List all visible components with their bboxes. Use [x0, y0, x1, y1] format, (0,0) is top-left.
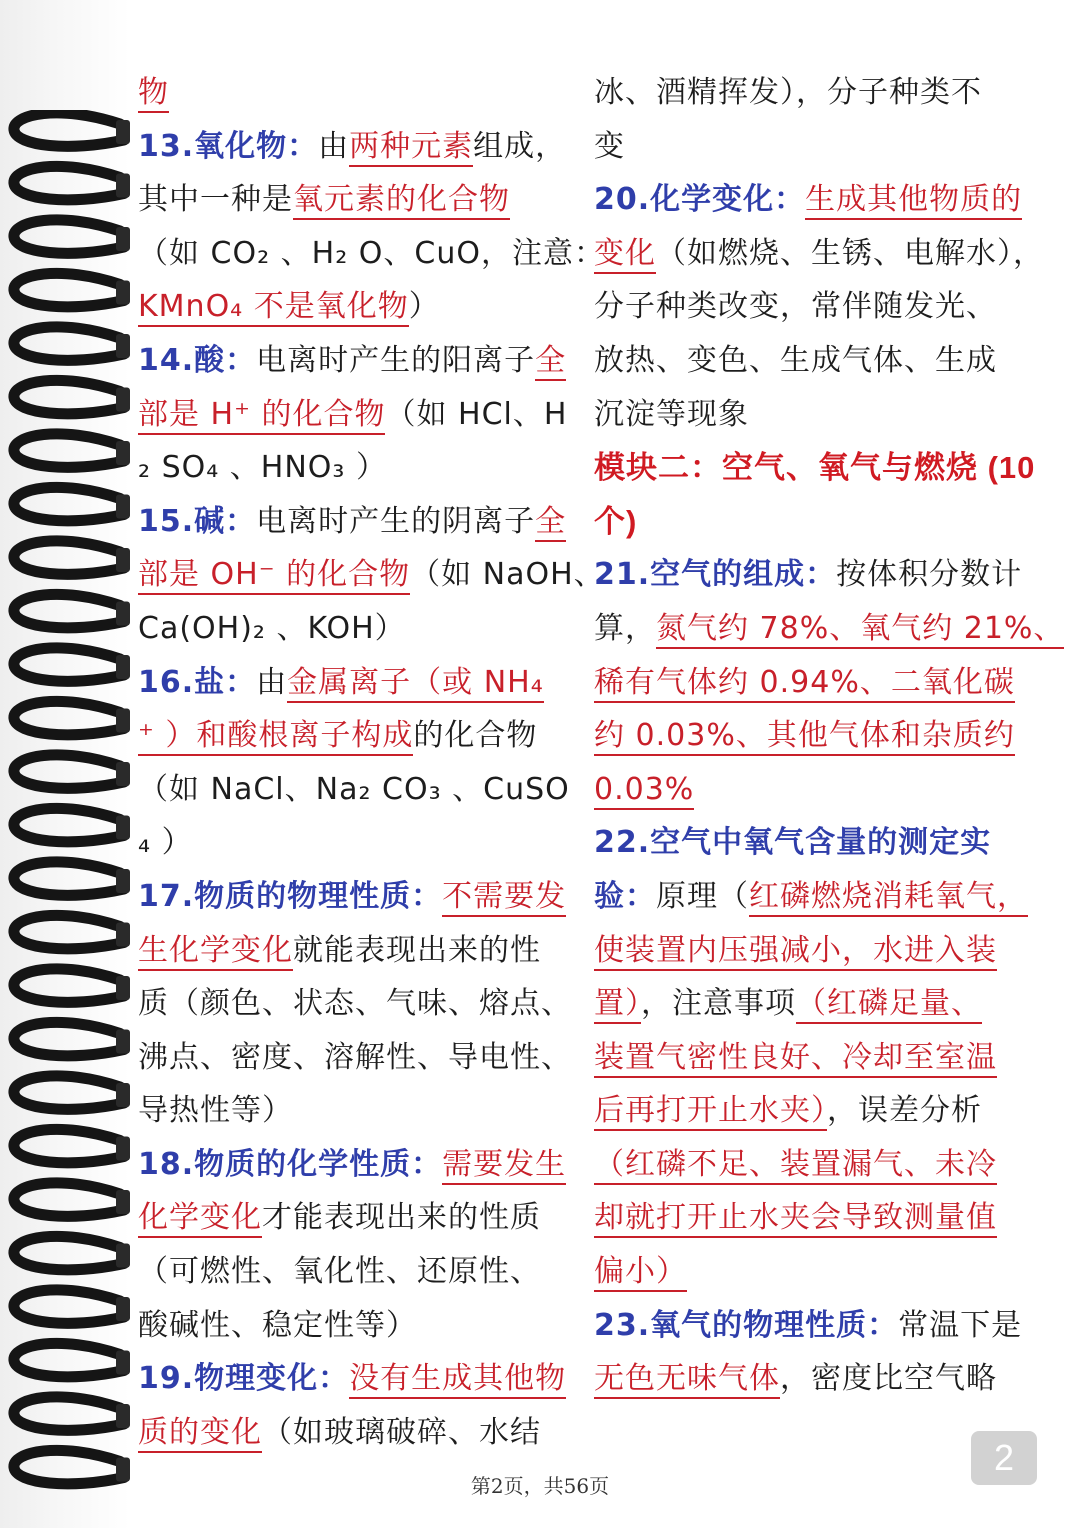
- text-segment: 13.氧化物：: [138, 128, 319, 164]
- text-line: [594, 1084, 1034, 1138]
- text-segment: 19.物理变化：: [138, 1361, 350, 1397]
- text-line: [138, 870, 578, 924]
- text-segment: 酸碱性、稳定性等）: [138, 1307, 417, 1343]
- text-segment: 23.氧气的物理性质：: [594, 1307, 899, 1343]
- text-segment: 导热性等）: [138, 1093, 293, 1129]
- text-segment: 20.化学变化：: [594, 182, 806, 218]
- text-line: [594, 816, 1034, 870]
- text-segment: ⁺ ）和酸根离子构成: [138, 718, 413, 756]
- text-segment: 17.物质的物理性质：: [138, 878, 443, 914]
- text-segment: 15.碱：: [138, 503, 257, 539]
- text-segment: 分子种类改变，常伴随发光、: [594, 289, 997, 325]
- text-line: [138, 227, 605, 281]
- spiral-binding-icon: [0, 110, 140, 1490]
- text-line: [138, 66, 578, 120]
- text-segment: 后再打开止水夹）: [594, 1093, 827, 1131]
- text-segment: 置）: [594, 986, 641, 1024]
- text-segment: 冰、酒精挥发），分子种类不: [594, 75, 982, 110]
- right-column: [594, 66, 1065, 1406]
- text-line: [138, 1031, 578, 1085]
- text-segment: 验：: [594, 878, 656, 914]
- text-line: [594, 977, 1034, 1031]
- text-segment: 的化合物: [413, 718, 538, 754]
- text-segment: 算，: [594, 610, 656, 646]
- text-line: [594, 66, 1034, 120]
- text-segment: （如 NaCl、Na₂ CO₃ 、CuSO: [138, 771, 570, 807]
- text-segment: 全: [535, 343, 566, 381]
- text-line: [138, 120, 578, 174]
- text-segment: Ca(OH)₂ 、KOH）: [138, 610, 406, 646]
- text-segment: （红磷足量、: [796, 986, 982, 1024]
- text-line: [594, 870, 1034, 924]
- text-segment: 16.盐：: [138, 664, 257, 700]
- text-segment: 装置气密性良好、冷却至室温: [594, 1040, 997, 1078]
- text-line: [138, 602, 578, 656]
- text-line: [138, 1352, 578, 1406]
- text-segment: 个): [594, 503, 638, 539]
- text-segment: 部是 OH⁻ 的化合物: [138, 557, 410, 595]
- text-line: [594, 334, 1034, 388]
- text-line: [594, 1299, 1034, 1353]
- text-line: [138, 441, 578, 495]
- text-segment: ）: [408, 289, 440, 325]
- text-line: [594, 120, 1034, 174]
- text-segment: （可燃性、氧化性、还原性、: [138, 1254, 541, 1290]
- text-segment: 稀有气体约 0.94%、二氧化碳: [594, 665, 1015, 703]
- text-segment: 质的变化: [138, 1415, 262, 1453]
- text-segment: （如 HCl、H: [385, 396, 568, 432]
- text-segment: 生化学变化: [138, 933, 293, 971]
- text-line: [138, 1138, 578, 1192]
- text-line: [594, 763, 1034, 817]
- text-segment: 偏小）: [594, 1254, 687, 1292]
- text-line: [138, 924, 578, 978]
- text-segment: 由: [318, 128, 350, 164]
- text-segment: 金属离子（或 NH₄: [287, 665, 544, 703]
- text-line: [138, 1406, 578, 1460]
- text-line: [138, 1084, 578, 1138]
- text-segment: （如 NaOH、: [410, 557, 605, 593]
- text-segment: 沸点、密度、溶解性、导电性、: [138, 1039, 572, 1075]
- text-segment: 变化: [594, 236, 656, 274]
- text-segment: ，密度比空气略: [780, 1361, 997, 1397]
- text-line: [138, 1245, 578, 1299]
- text-line: [594, 924, 1034, 978]
- text-line: [594, 1245, 1034, 1299]
- text-segment: 常温下是: [898, 1307, 1023, 1343]
- text-line: [594, 1352, 1034, 1406]
- text-line: [594, 1138, 1034, 1192]
- text-segment: 质（颜色、状态、气味、熔点、: [138, 986, 572, 1022]
- text-line: [138, 763, 578, 817]
- text-line: [138, 977, 578, 1031]
- text-segment: 两种元素: [349, 129, 473, 167]
- text-line: [594, 388, 1034, 442]
- text-segment: ，误差分析: [827, 1093, 982, 1129]
- text-segment: （如 CO₂ 、H₂ O、CuO，注意：: [138, 235, 605, 271]
- text-line: [594, 1031, 1034, 1085]
- text-segment: 需要发生: [442, 1147, 566, 1185]
- text-segment: 红磷燃烧消耗氧气，: [749, 879, 1028, 917]
- text-segment: 0.03%: [594, 772, 694, 810]
- text-segment: 没有生成其他物: [349, 1361, 566, 1399]
- text-line: [138, 656, 578, 710]
- text-segment: 原理（: [656, 878, 749, 914]
- text-segment: 电离时产生的阳离子: [256, 342, 536, 378]
- text-line: [594, 548, 1034, 602]
- text-segment: ₂ SO₄ 、HNO₃ ）: [138, 450, 387, 486]
- text-segment: 22.空气中氧气含量的测定实: [594, 825, 992, 861]
- left-column: [138, 66, 605, 1459]
- text-segment: 14.酸：: [138, 342, 257, 378]
- text-segment: 物: [138, 75, 169, 113]
- text-line: [594, 495, 1034, 549]
- text-segment: 氧元素的化合物: [293, 182, 510, 220]
- text-segment: 化学变化: [138, 1200, 262, 1238]
- text-segment: 部是 H⁺ 的化合物: [138, 397, 385, 435]
- text-line: [138, 709, 578, 763]
- text-segment: 氮气约 78%、氧气约 21%、: [656, 611, 1064, 649]
- text-segment: 约 0.03%、其他气体和杂质约: [594, 718, 1015, 756]
- text-line: [138, 816, 578, 870]
- text-line: [594, 173, 1034, 227]
- text-segment: 就能表现出来的性: [293, 932, 541, 968]
- text-segment: 18.物质的化学性质：: [138, 1146, 443, 1182]
- text-segment: 生成其他物质的: [805, 182, 1022, 220]
- text-segment: 全: [535, 504, 566, 542]
- text-line: [594, 602, 1065, 656]
- text-segment: 放热、变色、生成气体、生成: [594, 342, 997, 378]
- text-segment: 电离时产生的阴离子: [256, 503, 536, 539]
- text-segment: 由: [256, 664, 288, 700]
- text-line: [138, 173, 578, 227]
- text-segment: 变: [594, 128, 625, 164]
- text-line: [138, 334, 578, 388]
- text-line: [594, 280, 1034, 334]
- text-segment: 不需要发: [442, 879, 566, 917]
- text-segment: ，注意事项: [641, 986, 796, 1022]
- text-segment: 模块二：空气、氧气与燃烧 (10: [594, 450, 1036, 486]
- text-segment: （如燃烧、生锈、电解水），: [656, 235, 1044, 271]
- text-line: [138, 1191, 578, 1245]
- text-segment: 组成，: [473, 128, 567, 164]
- text-segment: ₄ ）: [138, 825, 193, 861]
- text-line: [138, 388, 578, 442]
- text-line: [594, 656, 1034, 710]
- text-line: [138, 495, 578, 549]
- text-segment: KMnO₄ 不是氧化物: [138, 289, 409, 327]
- text-segment: 按体积分数计: [836, 557, 1023, 593]
- text-line: [594, 227, 1044, 281]
- text-segment: 却就打开止水夹会导致测量值: [594, 1200, 997, 1238]
- text-segment: 使装置内压强减小，水进入装: [594, 933, 997, 971]
- text-line: [594, 709, 1034, 763]
- page-number-badge: 2: [971, 1431, 1037, 1485]
- text-segment: （红磷不足、装置漏气、未冷: [594, 1147, 997, 1185]
- text-line: [138, 1299, 578, 1353]
- text-segment: 21.空气的组成：: [594, 557, 837, 593]
- text-segment: 沉淀等现象: [594, 396, 749, 432]
- text-line: [594, 441, 1034, 495]
- text-segment: （如玻璃破碎、水结: [262, 1414, 541, 1450]
- text-line: [138, 280, 578, 334]
- text-line: [138, 548, 605, 602]
- text-segment: 无色无味气体: [594, 1361, 780, 1399]
- text-segment: 才能表现出来的性质: [262, 1200, 541, 1236]
- text-segment: 其中一种是: [138, 182, 293, 218]
- text-line: [594, 1191, 1034, 1245]
- page-footer: 第2页，共56页: [470, 1474, 610, 1498]
